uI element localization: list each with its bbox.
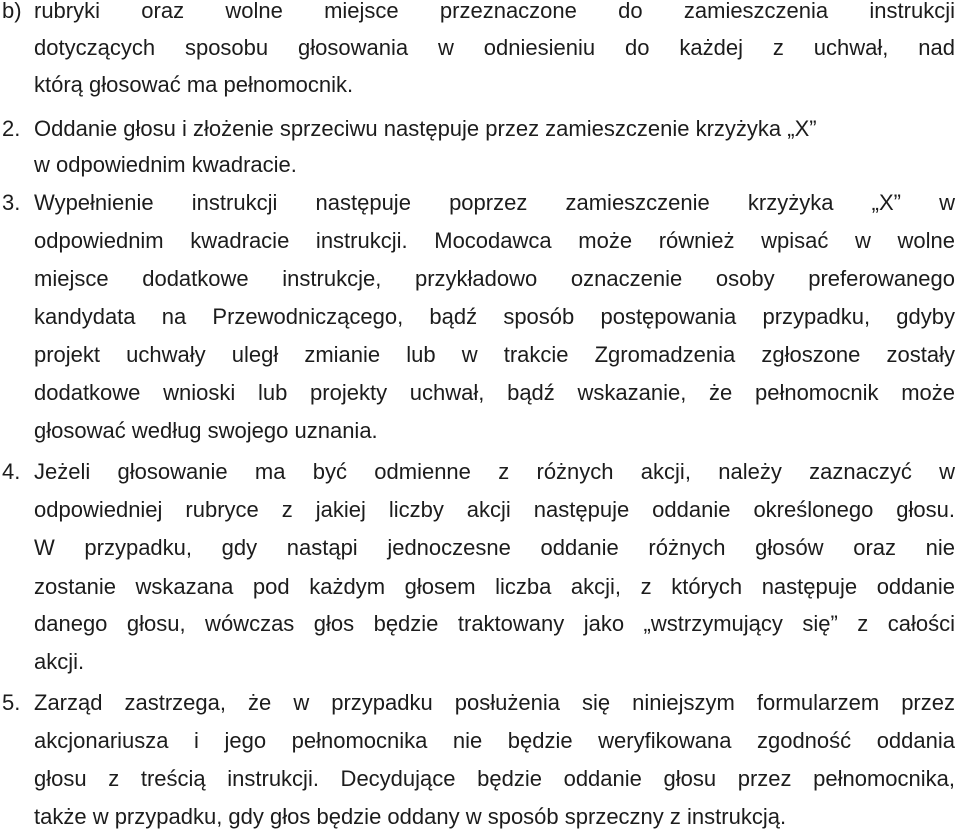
text-line: miejsce dodatkowe instrukcje, przykładowo oznaczenie osoby preferowanego	[34, 266, 955, 291]
text-line: głosować według swojego uznania.	[34, 418, 378, 443]
list-marker: 3.	[2, 190, 21, 215]
list-item-3-line-3	[0, 260, 955, 298]
list-item-5-line-3	[0, 760, 955, 798]
list-item-3-line-5	[0, 336, 955, 374]
list-item-b-line-3	[0, 66, 955, 104]
list-item-b-line-2	[0, 29, 955, 67]
list-item-4-line-6	[0, 643, 955, 681]
text-line: W przypadku, gdy nastąpi jednoczesne oddanie różnych głosów oraz nie	[34, 535, 955, 560]
text-line: Zarząd zastrzega, że w przypadku posłużenia się niniejszym formularzem przez	[34, 690, 955, 715]
list-item-4-line-4	[0, 568, 955, 606]
list-item-5-line-1	[0, 684, 955, 722]
text-line: dodatkowe wnioski lub projekty uchwał, bądź wskazanie, że pełnomocnik może	[34, 380, 955, 405]
list-marker: b)	[2, 0, 22, 23]
list-item-3-line-6	[0, 374, 955, 412]
list-item-4-line-3	[0, 529, 955, 567]
text-line: akcji.	[34, 649, 85, 674]
text-line: kandydata na Przewodniczącego, bądź sposób postępowania przypadku, gdyby	[34, 304, 955, 329]
text-line: Wypełnienie instrukcji następuje poprzez zamieszczenie krzyżyka „X” w	[34, 190, 955, 215]
list-item-4-line-5	[0, 605, 955, 643]
text-line: zostanie wskazana pod każdym głosem liczba akcji, z których następuje oddanie	[34, 574, 955, 599]
list-item-b-line-1	[0, 0, 955, 30]
text-line: także w przypadku, gdy głos będzie oddany w sposób sprzeczny z instrukcją.	[34, 804, 787, 829]
list-marker: 4.	[2, 459, 21, 484]
list-item-4-line-2	[0, 491, 955, 529]
list-item-3-line-2	[0, 222, 955, 260]
list-item-3-line-7	[0, 412, 955, 450]
list-item-3-line-1	[0, 184, 955, 222]
text-line: projekt uchwały uległ zmianie lub w trakcie Zgromadzenia zgłoszone zostały	[34, 342, 955, 367]
list-marker: 5.	[2, 690, 21, 715]
text-line: Oddanie głosu i złożenie sprzeciwu następuje przez zamieszczenie krzyżyka „X”	[34, 116, 817, 141]
list-item-5-line-4	[0, 798, 955, 836]
text-line: odpowiednim kwadracie instrukcji. Mocodawca może również wpisać w wolne	[34, 228, 955, 253]
text-line: dotyczących sposobu głosowania w odniesieniu do każdej z uchwał, nad	[34, 35, 955, 60]
text-line: głosu z treścią instrukcji. Decydujące będzie oddanie głosu przez pełnomocnika,	[34, 766, 955, 791]
text-line: akcjonariusza i jego pełnomocnika nie będzie weryfikowana zgodność oddania	[34, 728, 955, 753]
list-item-3-line-4	[0, 298, 955, 336]
text-line: odpowiedniej rubryce z jakiej liczby akcji następuje oddanie określonego głosu.	[34, 497, 955, 522]
text-line: rubryki oraz wolne miejsce przeznaczone do zamieszczenia instrukcji	[34, 0, 955, 23]
list-item-2-line-1	[0, 110, 955, 148]
text-line: danego głosu, wówczas głos będzie traktowany jako „wstrzymujący się” z całości	[34, 611, 955, 636]
list-item-2-line-2	[0, 146, 955, 184]
text-line: którą głosować ma pełnomocnik.	[34, 72, 354, 97]
list-item-5-line-2	[0, 722, 955, 760]
list-item-4-line-1	[0, 453, 955, 491]
text-line: w odpowiednim kwadracie.	[34, 152, 297, 177]
list-marker: 2.	[2, 116, 21, 141]
text-line: Jeżeli głosowanie ma być odmienne z różnych akcji, należy zaznaczyć w	[34, 459, 955, 484]
